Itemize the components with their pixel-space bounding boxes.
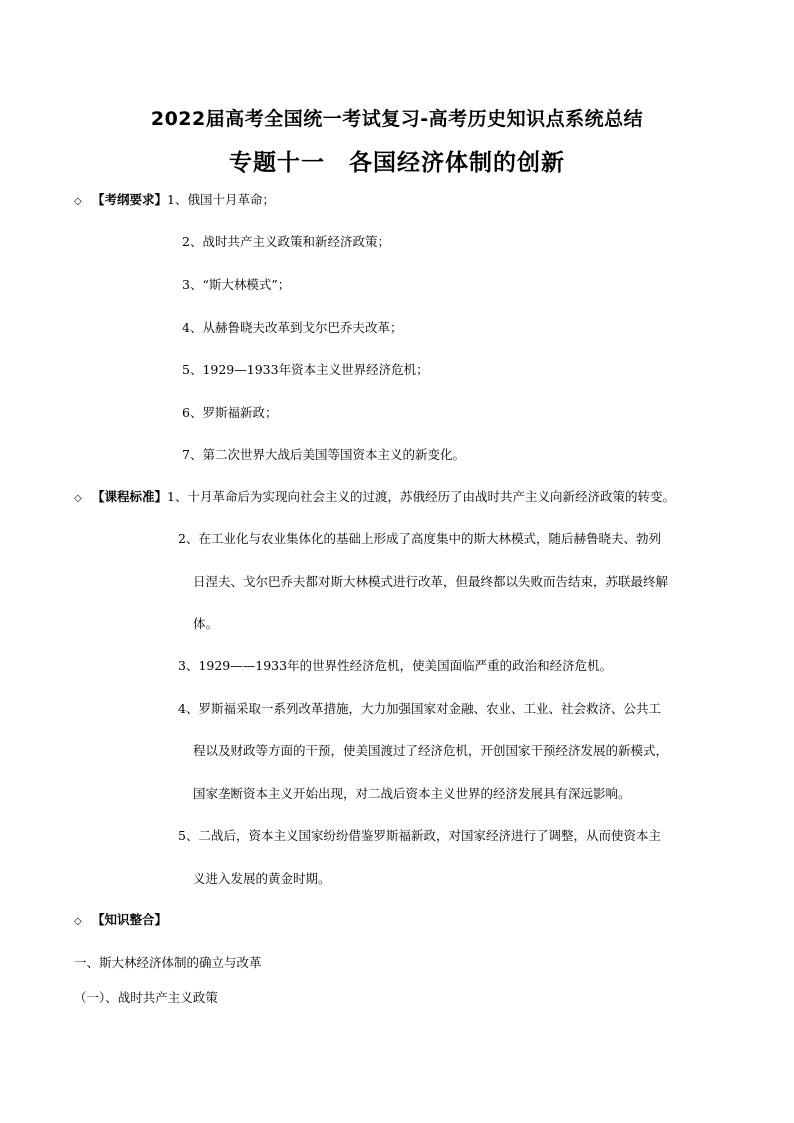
curriculum-standard-text: 5、二战后，资本主义国家纷纷借鉴罗斯福新政，对国家经济进行了调整，从而使资本主 <box>178 828 661 843</box>
curriculum-standards-label: 【课程标准】 <box>92 489 168 504</box>
curriculum-standard-text: 2、在工业化与农业集体化的基础上形成了高度集中的斯大林模式，随后赫鲁晓夫、勃列 <box>178 531 661 546</box>
curriculum-standard-text: 程以及财政等方面的干预，使美国渡过了经济危机，开创国家干预经济发展的新模式， <box>193 743 669 758</box>
diamond-bullet-icon: ◇ <box>74 493 82 504</box>
document-title: 2022届高考全国统一考试复习-高考历史知识点系统总结 <box>150 108 644 130</box>
knowledge-integration-label: 【知识整合】 <box>92 912 168 927</box>
exam-requirement-item: 4、从赫鲁晓夫改革到戈尔巴乔夫改革； <box>182 320 403 335</box>
exam-requirement-item: 3、“斯大林模式”； <box>182 277 291 292</box>
curriculum-standard-text: 3、1929——1933年的世界性经济危机，使美国面临严重的政治和经济危机。 <box>178 658 613 673</box>
exam-requirement-item: 7、第二次世界大战后美国等国资本主义的新变化。 <box>182 447 465 462</box>
exam-requirement-item: 1、俄国十月革命； <box>167 192 275 207</box>
curriculum-standard-text: 4、罗斯福采取一系列改革措施，大力加强国家对金融、农业、工业、社会救济、公共工 <box>178 701 661 716</box>
exam-requirements-first-line <box>74 192 275 210</box>
curriculum-standard-text: 日涅夫、戈尔巴乔夫都对斯大林模式进行改革，但最终都以失败而告结束，苏联最终解 <box>193 574 669 589</box>
section-heading: 一、斯大林经济体制的确立与改革 <box>74 955 262 970</box>
exam-requirements-label: 【考纲要求】 <box>92 192 168 207</box>
curriculum-standard-text: 体。 <box>193 616 219 631</box>
curriculum-standards-first-line <box>74 489 675 507</box>
knowledge-integration-line <box>74 912 167 930</box>
diamond-bullet-icon: ◇ <box>74 916 82 927</box>
curriculum-standard-text: 义进入发展的黄金时期。 <box>193 871 331 886</box>
document-subtitle: 专题十一 各国经济体制的创新 <box>229 150 565 176</box>
exam-requirement-item: 2、战时共产主义政策和新经济政策； <box>182 234 390 249</box>
curriculum-standard-text: 国家垄断资本主义开始出现，对二战后资本主义世界的经济发展具有深远影响。 <box>193 786 631 801</box>
curriculum-standard-text: 1、十月革命后为实现向社会主义的过渡，苏俄经历了由战时共产主义向新经济政策的转变。 <box>167 489 675 504</box>
diamond-bullet-icon: ◇ <box>74 196 82 207</box>
subsection-heading: （一）、战时共产主义政策 <box>74 990 218 1005</box>
exam-requirement-item: 5、1929—1933年资本主义世界经济危机； <box>182 362 429 377</box>
exam-requirement-item: 6、罗斯福新政； <box>182 405 278 420</box>
